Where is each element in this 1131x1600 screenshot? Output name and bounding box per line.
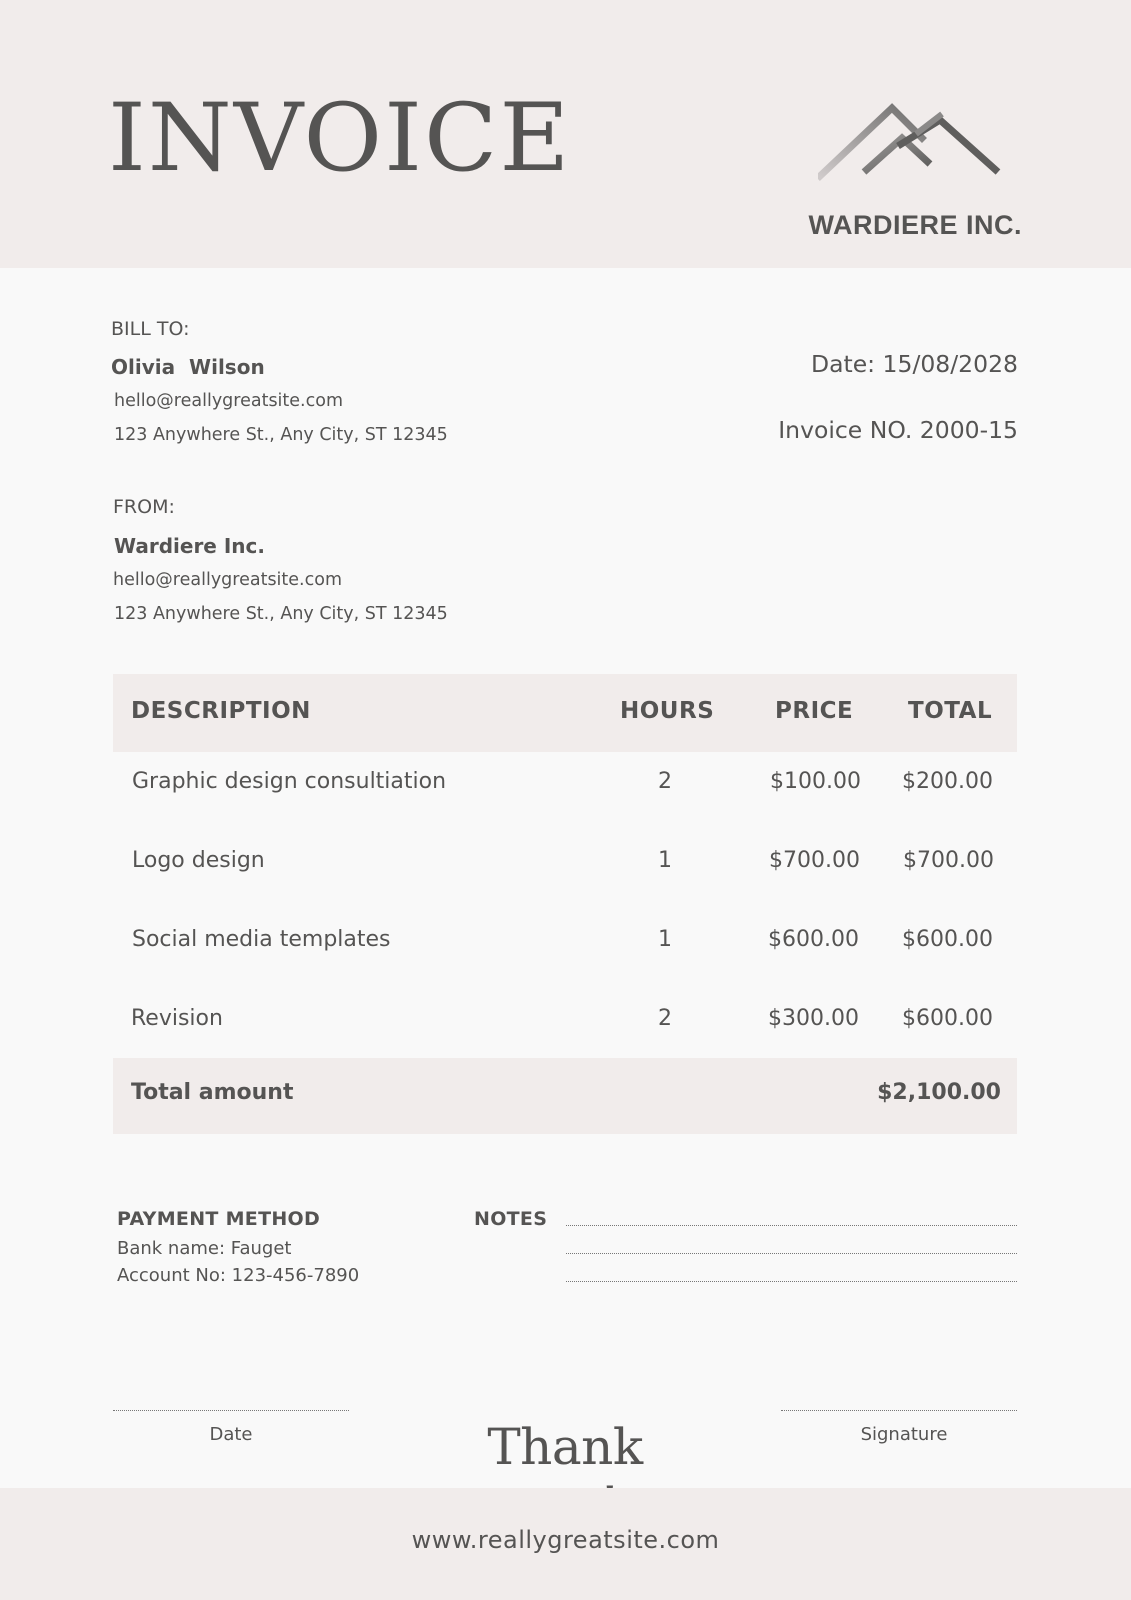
invoice-date: Date: 15/08/2028	[810, 350, 1018, 378]
footer-url: www.reallygreatsite.com	[411, 1526, 720, 1554]
row-description: Social media templates	[132, 927, 391, 952]
thank-you-text: Thank	[487, 1418, 643, 1476]
row-price: $700.00	[769, 848, 860, 873]
row-hours: 2	[658, 1006, 672, 1031]
signature-line	[781, 1410, 1017, 1411]
from-email: hello@reallygreatsite.com	[113, 570, 342, 590]
row-description: Logo design	[132, 848, 265, 873]
notes-line	[566, 1281, 1017, 1282]
payment-method-heading: PAYMENT METHOD	[117, 1208, 321, 1230]
signature-label: Signature	[860, 1424, 948, 1445]
header-description: DESCRIPTION	[131, 698, 311, 724]
from-name: Wardiere Inc.	[114, 534, 265, 558]
table-row	[113, 831, 1017, 910]
row-price: $300.00	[768, 1006, 859, 1031]
line-items-table	[113, 674, 1017, 1068]
row-hours: 1	[658, 927, 672, 952]
invoice-title: INVOICE	[108, 84, 572, 193]
bill-to-address: 123 Anywhere St., Any City, ST 12345	[114, 425, 448, 445]
table-header	[113, 674, 1017, 752]
notes-heading: NOTES	[474, 1208, 548, 1230]
table-row	[113, 989, 1017, 1068]
total-label: Total amount	[131, 1080, 294, 1105]
notes-line	[566, 1225, 1017, 1226]
row-description: Revision	[131, 1006, 223, 1031]
bill-to-label: BILL TO:	[111, 318, 190, 340]
row-price: $600.00	[768, 927, 859, 952]
row-total: $600.00	[902, 927, 993, 952]
row-price: $100.00	[770, 769, 861, 794]
bill-to-email: hello@reallygreatsite.com	[114, 391, 343, 411]
total-value: $2,100.00	[877, 1080, 1001, 1105]
mountain-logo-icon	[818, 100, 1003, 182]
table-row	[113, 910, 1017, 989]
header-hours: HOURS	[620, 698, 715, 724]
total-row	[113, 1058, 1017, 1134]
row-hours: 2	[658, 769, 672, 794]
table-row	[113, 752, 1017, 831]
bill-to-name: Olivia Wilson	[111, 355, 265, 379]
date-label: Date	[209, 1424, 253, 1445]
from-label: FROM:	[113, 496, 175, 518]
notes-line	[566, 1253, 1017, 1254]
row-total: $700.00	[903, 848, 994, 873]
header-price: PRICE	[775, 698, 854, 724]
row-total: $200.00	[902, 769, 993, 794]
payment-bank: Bank name: Fauget	[117, 1238, 292, 1259]
header-band	[0, 0, 1131, 268]
row-hours: 1	[658, 848, 672, 873]
header-total: TOTAL	[908, 698, 993, 724]
payment-account: Account No: 123-456-7890	[117, 1265, 360, 1286]
from-address: 123 Anywhere St., Any City, ST 12345	[114, 604, 448, 624]
company-name: WARDIERE INC.	[808, 210, 1022, 240]
row-description: Graphic design consultiation	[132, 769, 447, 794]
row-total: $600.00	[902, 1006, 993, 1031]
footer-band	[0, 1488, 1131, 1600]
invoice-number: Invoice NO. 2000-15	[778, 416, 1018, 444]
date-line	[113, 1410, 349, 1411]
